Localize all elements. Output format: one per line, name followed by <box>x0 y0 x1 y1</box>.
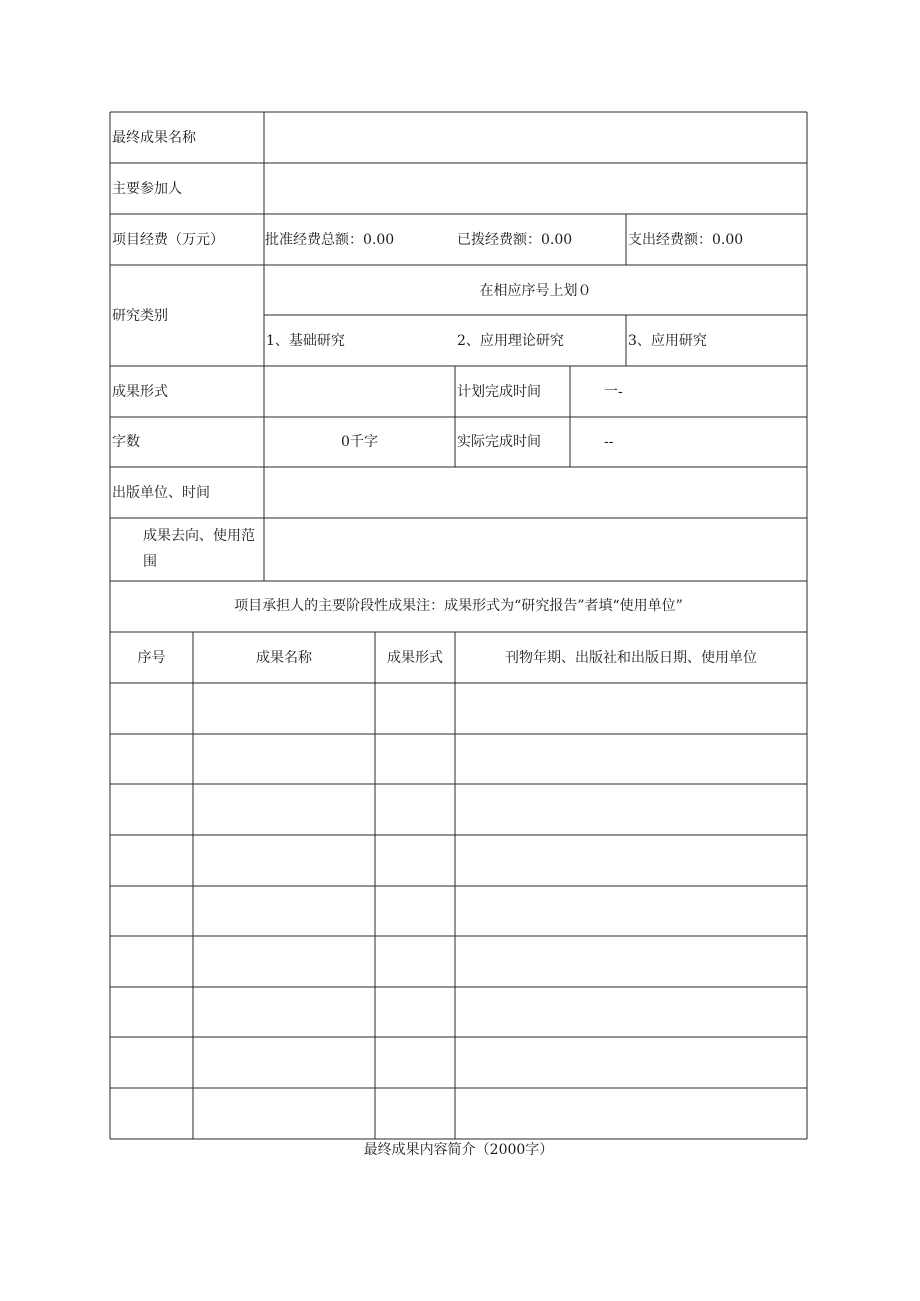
project-funding-label: 项目经费（万元） <box>112 232 224 248</box>
table-cell[interactable] <box>378 850 452 870</box>
table-cell[interactable] <box>112 799 190 819</box>
table-cell[interactable] <box>458 901 804 921</box>
table-cell[interactable] <box>112 749 190 769</box>
table-cell[interactable] <box>196 698 372 718</box>
main-participants-field[interactable] <box>270 179 800 199</box>
final-result-name-label: 最终成果名称 <box>112 130 196 146</box>
table-cell[interactable] <box>112 1002 190 1022</box>
table-cell[interactable] <box>196 1052 372 1072</box>
publisher-field[interactable] <box>270 483 800 503</box>
planned-completion-label: 计划完成时间 <box>457 384 541 400</box>
category-option-applied[interactable]: 3、应用研究 <box>628 333 707 349</box>
column-header-result-form: 成果形式 <box>387 650 443 666</box>
table-cell[interactable] <box>196 1103 372 1123</box>
stage-results-heading: 项目承担人的主要阶段性成果注：成果形式为“研究报告”者填“使用单位” <box>234 598 683 614</box>
column-header-index: 序号 <box>137 650 166 666</box>
table-cell[interactable] <box>378 799 452 819</box>
table-cell[interactable] <box>378 1002 452 1022</box>
table-cell[interactable] <box>458 1002 804 1022</box>
word-count-label: 字数 <box>112 434 140 450</box>
main-participants-label: 主要参加人 <box>112 181 182 197</box>
category-option-basic[interactable]: 1、基础研究 <box>266 333 345 349</box>
table-cell[interactable] <box>196 901 372 921</box>
planned-completion-value[interactable]: 一- <box>604 384 623 400</box>
summary-heading: 最终成果内容简介（2000字） <box>363 1142 554 1158</box>
table-cell[interactable] <box>112 951 190 971</box>
column-header-result-name: 成果名称 <box>256 650 312 666</box>
table-cell[interactable] <box>378 951 452 971</box>
allocated-funding: 已拨经费额：0.00 <box>457 232 573 248</box>
research-category-label: 研究类别 <box>112 308 168 324</box>
table-cell[interactable] <box>458 749 804 769</box>
column-header-publication-info: 刊物年期、出版社和出版日期、使用单位 <box>505 650 757 666</box>
table-cell[interactable] <box>458 951 804 971</box>
table-cell[interactable] <box>112 850 190 870</box>
table-cell[interactable] <box>196 850 372 870</box>
result-form-field[interactable] <box>264 382 455 402</box>
table-cell[interactable] <box>196 1002 372 1022</box>
final-result-name-field[interactable] <box>270 128 800 148</box>
table-cell[interactable] <box>196 799 372 819</box>
result-form-label: 成果形式 <box>112 384 168 400</box>
table-cell[interactable] <box>458 799 804 819</box>
usage-scope-field[interactable] <box>270 540 800 560</box>
table-cell[interactable] <box>378 1052 452 1072</box>
approved-total-funding: 批准经费总额：0.00 <box>265 232 395 248</box>
table-cell[interactable] <box>458 698 804 718</box>
table-cell[interactable] <box>112 1052 190 1072</box>
table-cell[interactable] <box>458 850 804 870</box>
table-cell[interactable] <box>112 901 190 921</box>
table-cell[interactable] <box>112 698 190 718</box>
table-cell[interactable] <box>378 1103 452 1123</box>
table-cell[interactable] <box>112 1103 190 1123</box>
actual-completion-value[interactable]: -- <box>604 434 614 450</box>
table-cell[interactable] <box>196 951 372 971</box>
table-cell[interactable] <box>196 749 372 769</box>
table-cell[interactable] <box>458 1103 804 1123</box>
expenditure-funding: 支出经费额：0.00 <box>628 232 744 248</box>
table-cell[interactable] <box>378 749 452 769</box>
usage-scope-label: 成果去向、使用范围 <box>143 528 255 570</box>
table-cell[interactable] <box>378 698 452 718</box>
research-category-instruction: 在相应序号上划０ <box>479 283 592 299</box>
table-cell[interactable] <box>378 901 452 921</box>
category-option-applied-theory[interactable]: 2、应用理论研究 <box>457 333 564 349</box>
publisher-label: 出版单位、时间 <box>112 485 210 501</box>
table-cell[interactable] <box>458 1052 804 1072</box>
actual-completion-label: 实际完成时间 <box>457 434 541 450</box>
word-count-value[interactable]: 0千字 <box>341 434 378 450</box>
